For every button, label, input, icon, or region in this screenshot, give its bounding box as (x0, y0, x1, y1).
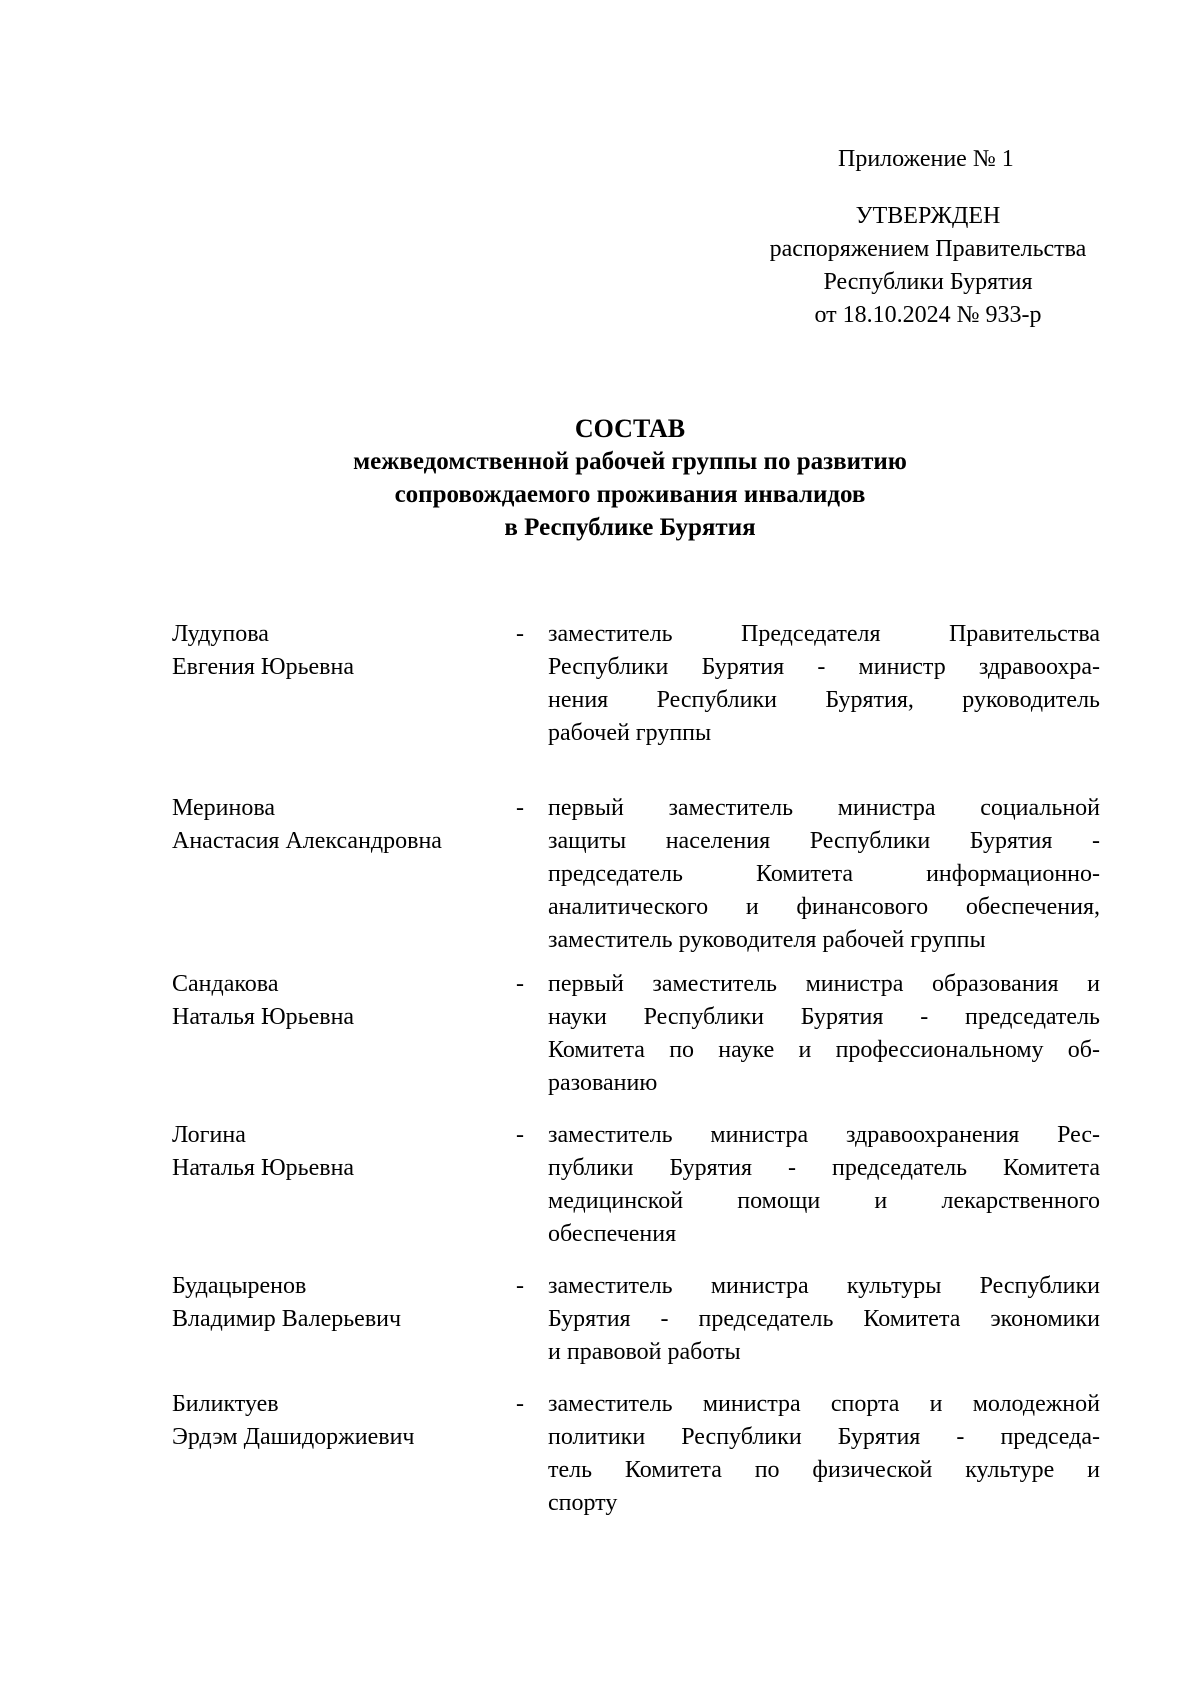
member-given-names: Наталья Юрьевна (172, 1004, 355, 1030)
member-name (172, 1388, 512, 1454)
member-surname: Лудупова (172, 621, 269, 647)
member-entry (172, 1388, 1100, 1520)
document-title (200, 412, 1060, 544)
dash-separator: - (516, 1391, 524, 1417)
role-line: первый заместитель министра социальной (548, 795, 1100, 821)
member-given-names: Наталья Юрьевна (172, 1155, 355, 1181)
dash-separator: - (516, 971, 524, 997)
member-surname: Сандакова (172, 971, 279, 997)
title-main: СОСТАВ (574, 414, 686, 443)
member-name (172, 618, 512, 684)
member-role (548, 1119, 1100, 1251)
role-line: заместитель Председателя Правительства (548, 621, 1100, 647)
member-role (548, 1388, 1100, 1520)
role-line: тель Комитета по физической культуре и (548, 1457, 1100, 1483)
title-line: межведомственной рабочей группы по развитию (353, 448, 907, 475)
approval-stamp (758, 200, 1098, 332)
member-name (172, 1270, 512, 1336)
role-line: нения Республики Бурятия, руководитель (548, 687, 1100, 713)
dash-separator: - (516, 1122, 524, 1148)
appendix-label: Приложение № 1 (838, 146, 1014, 172)
role-line: Комитета по науке и профессиональному об- (548, 1037, 1100, 1063)
member-role (548, 968, 1100, 1100)
member-name (172, 968, 512, 1034)
approval-line: Республики Бурятия (823, 269, 1033, 295)
member-surname: Биликтуев (172, 1391, 279, 1417)
role-line: разованию (548, 1070, 658, 1096)
member-entry (172, 792, 1100, 957)
role-line: спорту (548, 1490, 618, 1516)
role-line: заместитель министра культуры Республики (548, 1273, 1100, 1299)
title-line: сопровождаемого проживания инвалидов (394, 481, 866, 508)
member-entry (172, 1119, 1100, 1251)
role-line: и правовой работы (548, 1339, 741, 1365)
role-line: заместитель министра спорта и молодежной (548, 1391, 1100, 1417)
member-name (172, 1119, 512, 1185)
dash-separator: - (516, 795, 524, 821)
member-role (548, 1270, 1100, 1369)
role-line: защиты населения Республики Бурятия - (548, 828, 1100, 854)
approval-line: распоряжением Правительства (769, 236, 1087, 262)
member-entry (172, 618, 1100, 750)
role-line: заместитель руководителя рабочей группы (548, 927, 986, 953)
approval-line: от 18.10.2024 № 933-р (814, 302, 1042, 328)
role-line: Бурятия - председатель Комитета экономики (548, 1306, 1100, 1332)
member-surname: Будацыренов (172, 1273, 307, 1299)
title-line: в Республике Бурятия (504, 514, 756, 541)
role-line: обеспечения (548, 1221, 677, 1247)
member-name (172, 792, 512, 858)
member-role (548, 792, 1100, 957)
role-line: науки Республики Бурятия - председатель (548, 1004, 1100, 1030)
role-line: медицинской помощи и лекарственного (548, 1188, 1100, 1214)
role-line: заместитель министра здравоохранения Рес- (548, 1122, 1100, 1148)
approval-line: УТВЕРЖДЕН (855, 203, 1001, 229)
role-line: первый заместитель министра образования и (548, 971, 1100, 997)
member-entry (172, 1270, 1100, 1369)
member-given-names: Эрдэм Дашидоржиевич (172, 1424, 415, 1450)
member-given-names: Анастасия Александровна (172, 828, 442, 854)
member-given-names: Владимир Валерьевич (172, 1306, 402, 1332)
dash-separator: - (516, 621, 524, 647)
member-surname: Логина (172, 1122, 246, 1148)
member-surname: Меринова (172, 795, 276, 821)
role-line: публики Бурятия - председатель Комитета (548, 1155, 1100, 1181)
role-line: аналитического и финансового обеспечения, (548, 894, 1100, 920)
role-line: председатель Комитета информационно- (548, 861, 1100, 887)
dash-separator: - (516, 1273, 524, 1299)
role-line: рабочей группы (548, 720, 712, 746)
members-list (172, 618, 1100, 1520)
member-role (548, 618, 1100, 750)
member-given-names: Евгения Юрьевна (172, 654, 354, 680)
role-line: политики Республики Бурятия - председа- (548, 1424, 1100, 1450)
member-entry (172, 968, 1100, 1100)
role-line: Республики Бурятия - министр здравоохра- (548, 654, 1100, 680)
